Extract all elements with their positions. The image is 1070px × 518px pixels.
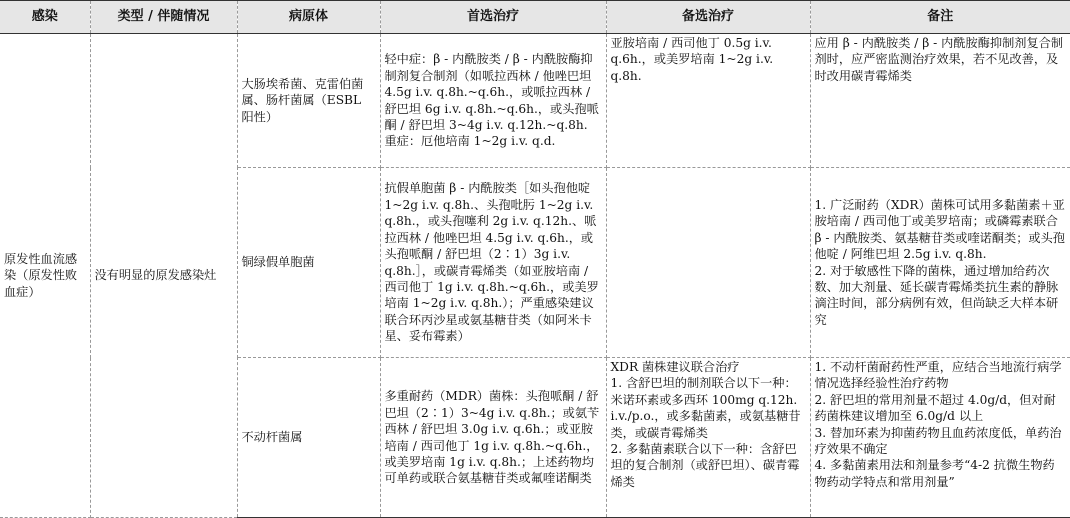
infection-cell: 原发性血流感染（原发性败血症） [0,34,90,518]
alternative-cell: 亚胺培南 / 西司他丁 0.5g i.v. q.6h.，或美罗培南 1~2g i.v. q.8h. [606,34,810,168]
header-row [0,1,1070,34]
notes-cell: 1. 广泛耐药（XDR）菌株可试用多黏菌素＋亚胺培南 / 西司他丁或美罗培南；或磷霉素联合 β - 内酰胺类、氨基糖苷类或喹诺酮类；或头孢他啶 / 阿维巴坦 2.5g i.v. q.8h. 2. 对于敏感性下降的菌株，通过增加给药次数、加大剂量、延长碳青霉烯类抗生素的静脉滴注时间，部分病例有效，但尚缺乏大样本研究 [810,168,1070,358]
condition-cell: 没有明显的原发感染灶 [90,34,237,518]
first-line-cell: 抗假单胞菌 β - 内酰胺类［如头孢他啶 1~2g i.v. q.8h.、头孢吡肟 1~2g i.v. q.8h.，或头孢噻利 2g i.v. q.12h.、哌拉西林 / 他唑巴坦 4.5g i.v. q.6h.，或头孢哌酮 / 舒巴坦（2∶1）3g i.v. q.8h.］，或碳青霉烯类（如亚胺培南 / 西司他丁 1g i.v. q.8h.~q.6h.，或美罗培南 1~2g i.v. q.8h.）；严重感染建议联合环丙沙星或氨基糖苷类（如阿米卡星、妥布霉素） [380,168,606,358]
notes-cell: 应用 β - 内酰胺类 / β - 内酰胺酶抑制剂复合制剂时，应严密监测治疗效果，若不见改善，及时改用碳青霉烯类 [810,34,1070,168]
pathogen-cell: 大肠埃希菌、克雷伯菌属、肠杆菌属（ESBL 阳性） [237,34,380,168]
header-alternative-treatment: 备选治疗 [606,1,810,34]
header-type-condition: 类型 / 伴随情况 [90,1,237,34]
notes-cell: 1. 不动杆菌耐药性严重，应结合当地流行病学情况选择经验性治疗药物 2. 舒巴坦的常用剂量不超过 4.0g/d，但对耐药菌株建议增加至 6.0g/d 以上 3. 替加环素为抑菌药物且血药浓度低，单药治疗效果不确定 4. 多黏菌素用法和剂量参考“4-2 抗微生物药物药动学特点和常用剂量” [810,358,1070,518]
pathogen-cell: 不动杆菌属 [237,358,380,518]
alternative-cell: XDR 菌株建议联合治疗 1. 含舒巴坦的制剂联合以下一种：米诺环素或多西环 100mg q.12h. i.v./p.o.，或多黏菌素，或氨基糖苷类，或碳青霉烯类 2. 多黏菌素联合以下一种：含舒巴坦的复合制剂（或舒巴坦）、碳青霉烯类 [606,358,810,518]
pathogen-cell: 铜绿假单胞菌 [237,168,380,358]
header-first-line-treatment: 首选治疗 [380,1,606,34]
header-notes: 备注 [810,1,1070,34]
header-pathogen: 病原体 [237,1,380,34]
alternative-cell [606,168,810,358]
table-row [0,34,1070,168]
first-line-cell: 多重耐药（MDR）菌株：头孢哌酮 / 舒巴坦（2∶1）3~4g i.v. q.8h.；或氨苄西林 / 舒巴坦 3.0g i.v. q.6h.；或亚胺培南 / 西司他丁 1g i.v. q.8h.~q.6h.，或美罗培南 1g i.v. q.8h.；上述药物均可单药或联合氨基糖苷类或氟喹诺酮类 [380,358,606,518]
header-infection: 感染 [0,1,90,34]
first-line-cell: 轻中症：β - 内酰胺类 / β - 内酰胺酶抑制剂复合制剂（如哌拉西林 / 他唑巴坦 4.5g i.v. q.8h.~q.6h.，或哌拉西林 / 舒巴坦 6g i.v. q.8h.~q.6h.，或头孢哌酮 / 舒巴坦 3~4g i.v. q.12h.~q.8h. 重症：厄他培南 1~2g i.v. q.d. [380,34,606,168]
